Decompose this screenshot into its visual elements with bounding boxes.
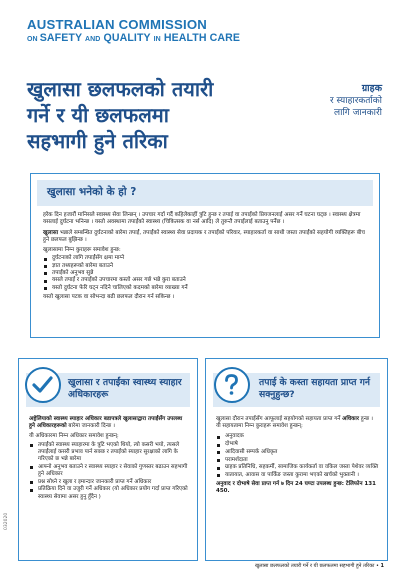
- what-is-list: [43, 255, 369, 291]
- page-number: 1: [380, 563, 384, 569]
- page-title: खुलासा छलफलको तयारी गर्ने र यी छलफलमा सहभागी हुने तरिका: [27, 77, 214, 153]
- logo-line-2: ON SAFETY AND QUALITY IN HEALTH CARE: [27, 32, 241, 44]
- rights-box: [18, 358, 198, 561]
- rights-heading: खुलासा र तपाईंका स्वास्थ्य स्याहार अधिकारहरू: [68, 377, 182, 400]
- commission-logo: [27, 18, 257, 46]
- what-is-body: [43, 212, 369, 301]
- list-item: दोभाषे: [216, 441, 379, 448]
- list-item: ग्राहक प्रतिनिधि, सहकर्मी, सामाजिक कार्यकर्ता वा वकिल जस्ता पेशेवर व्यक्ति: [216, 464, 379, 471]
- rights-lead: अष्ट्रेलियाको स्वास्थ्य स्याहार अधिकार बडापत्रले खुलासाद्वारा तपाईंसँग उपलब्ध हुने अधिकारहरूको बारेमा जानकारी दिन्छ ।: [29, 416, 183, 430]
- logo-line-1: AUSTRALIAN COMMISSION: [27, 17, 208, 32]
- list-item: तपाईंको अनुभव सुन्ने: [43, 270, 369, 277]
- support-heading: तपाई के कस्ता सहायता प्राप्त गर्न सक्नुहुन्छ?: [259, 377, 371, 400]
- list-item: प्रश्न सोध्ने र खुला र इमान्दार जानकारी प्राप्त गर्ने अधिकार: [29, 479, 189, 486]
- list-item: आदिवासी सम्पर्क अधिकृत: [216, 449, 379, 456]
- interpreter-phone-text: अनुवाद र दोभाषे सेवा प्राप्त गर्न ७ दिन 24 घण्टा उपलब्ध हुन्छ: टेलिफोन 131 450.: [216, 481, 376, 495]
- list-item: आफ्नो अनुभव बताउने र स्वास्थ्य स्याहार र सेवाको गुणस्तर बढाउन सहभागी हुने अधिकार: [29, 464, 189, 478]
- question-mark-icon: [214, 367, 250, 403]
- support-box: [205, 358, 388, 561]
- what-is-intro: खुलासामा निम्न कुराहरू समावेश हुन्छ:: [43, 247, 121, 254]
- list-item: ज्ञात तथ्यहरूको बारेमा बताउने: [43, 263, 369, 270]
- list-item: परामर्शदाता: [216, 457, 379, 464]
- support-body: [216, 416, 379, 499]
- support-list: [216, 433, 379, 479]
- checkmark-icon: [25, 367, 61, 403]
- document-code: 032020: [4, 512, 9, 530]
- rights-body: [29, 416, 189, 503]
- support-lead: खुलासा दौरान तपाईंसँग आफूलाई सहयोगको सहायता प्राप्त गर्ने अधिकार हुन्छ । यी सहायतामा निम्न कुराहरू समावेश हुन्छन्:: [216, 416, 373, 430]
- what-is-heading-bar: [37, 180, 373, 206]
- what-is-para-2: खुलासा भन्नाले सम्बन्धित दुर्घटनाको बारेमा तपाईं, तपाईंको स्वास्थ्य सेवा प्रदायक र तपाईंको परिवार, स्याहारकर्ता वा साथी जस्ता तपाईंको सहयोगी व्यक्तिहरू बीच हुने छलफल बुझिन्छ ।: [43, 229, 365, 243]
- list-item: तपाईंको स्वास्थ्य स्याहारमा के त्रुटि भएको थियो, त्यो कसरी भयो, त्यसले तपाईंलाई कसरी प्रभाव पार्न सक्छ र तपाईंको स्याहार सुरक्षाको लागि के गरिएको छ भन्ने बारेमा: [29, 442, 189, 464]
- what-is-disclosure-box: [30, 173, 380, 338]
- list-item: यसले तपाईं र तपाईंको उपचारमा कस्तो असर गर्छ भन्ने कुरा बताउने: [43, 277, 369, 284]
- page-footer: खुलासा छलफलको तयारी गर्ने र यी छलफलमा सहभागी हुने तरिका • 1: [254, 563, 384, 569]
- list-item: यस्तो दुर्घटना फेरि घट्न नदिने चालिएको कदमको बारेमा व्याख्या गर्ने: [43, 285, 369, 292]
- footer-text: खुलासा छलफलको तयारी गर्ने र यी छलफलमा सहभागी हुने तरिका: [254, 563, 375, 569]
- what-is-para-1: हरेक दिन हजारौं मानिसले स्वास्थ्य सेवा लिन्छन् । उपचार गर्दा गर्दै कहिलेकाहीं त्रुटि हुन्छ र तपाई वा तपाईंको प्रियजनलाई असर गर्ने घटना घट्छ । स्वास्थ्य क्षेत्रमा यसलाई दुर्घटना भनिन्छ । यस्तो अवस्थामा तपाईंको स्वास्थ्य (चिकित्सक वा नर्स आदि) ले तुरुन्तै तपाईंलाई बताउनु पर्नेछ ।: [43, 212, 361, 226]
- list-item: अनुवादक: [216, 433, 379, 440]
- list-item: दुर्घटनाको लागि तपाईंसँग क्षमा माग्ने: [43, 255, 369, 262]
- list-item: प्रतिक्रिया दिने वा उजुरी गर्ने अधिकार (यो अधिकार प्रयोग गर्दा प्राप्त गरिएको स्वास्थ्य सेवामा असर हुनु हुँदैन ): [29, 486, 189, 500]
- rights-intro: यी अधिकारमा निम्न अधिकार समावेश हुन्छन्:: [29, 433, 119, 440]
- audience-label: ग्राहक र स्याहारकर्ताको लागि जानकारी: [329, 83, 382, 118]
- what-is-heading: खुलासा भनेको के हो ?: [47, 186, 137, 198]
- what-is-closing: यस्तो खुलासा पटक वा सोभन्दा बढी छलफल दौरान गर्न सकिन्छ ।: [43, 293, 175, 300]
- list-item: यातायात, आवास वा पार्किङ जस्ता कुरामा भएको खर्चको भुक्तानी ।: [216, 472, 379, 479]
- rights-list: [29, 442, 189, 501]
